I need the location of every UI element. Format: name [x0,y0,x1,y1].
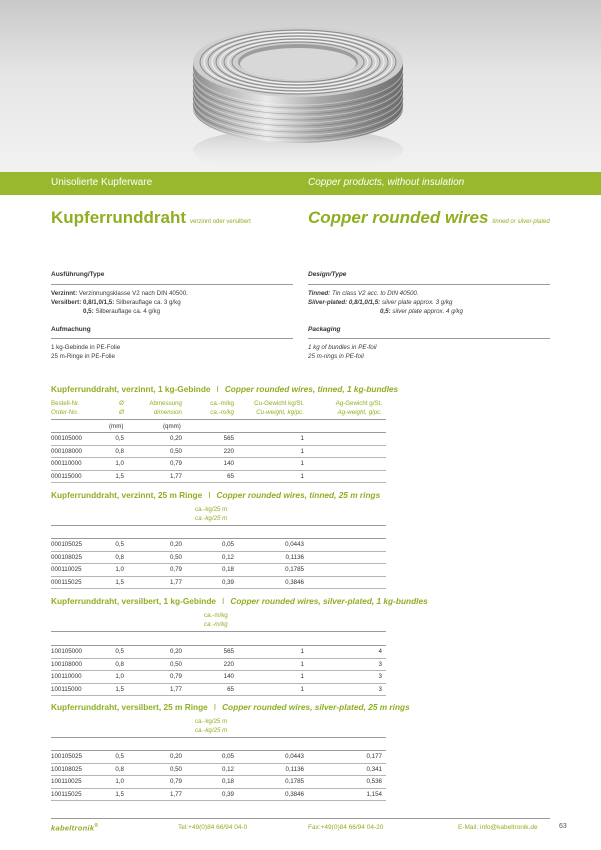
col-de: Ag-Gewicht g/St. [335,400,382,407]
brand-logo [51,823,98,833]
divider [308,284,550,285]
table3-heading [51,596,428,606]
table-cell: 100108000 [51,660,82,668]
col-en: dimension [153,409,182,416]
table-cell: 0,5 [115,541,124,548]
table-cell: 0,12 [221,765,234,773]
category-band [0,172,601,195]
table-cell: 0,20 [169,541,182,548]
table-cell: 000110025 [51,566,82,573]
table-cell: 0,50 [169,553,182,561]
divider [51,525,386,526]
table-cell: 0,39 [221,578,234,586]
unit-qmm: (qmm) [163,423,181,430]
row-divider [51,670,386,671]
table-cell: 100105025 [51,753,82,760]
table-cell: 4 [378,648,382,655]
page-title-de [51,208,251,228]
table3-heading-en: Copper rounded wires, silver-plated, 1 kg-bundles [230,596,428,606]
table2-heading [51,490,380,500]
row-divider [51,576,386,577]
footer-divider [51,818,550,819]
table-cell: 0,1136 [285,765,304,773]
col-dimension [140,399,182,417]
spec-en [308,289,463,316]
spec-en-3: silver plate approx. 4 g/kg [390,308,463,315]
brand-name: kabeltronik [51,823,95,833]
unit-mm: (mm) [109,423,124,430]
table-cell: 0,79 [169,566,182,573]
brand-reg: ® [94,823,99,829]
table1-heading-en: Copper rounded wires, tinned, 1 kg-bundles [224,384,399,394]
spec-de-1-bold: Verzinnt: [51,290,78,297]
table-cell: 1 [300,673,304,680]
row-divider [51,775,386,776]
col-de: ca.-m/kg [204,612,228,619]
table-cell: 0,1785 [285,778,304,785]
table-cell: 1 [300,648,304,655]
table-cell: 1 [300,447,304,455]
table-cell: 0,3846 [285,578,304,586]
col-de: Ø [119,400,124,407]
table-cell: 140 [223,460,234,467]
table-cell: 0,20 [169,753,182,760]
footer-fax: Fax:+49(0)84 66/94 04-20 [308,824,384,831]
table-cell: 0,5 [115,435,124,442]
table2-heading-de: Kupferrunddraht, verzinnt, 25 m Ringe [51,490,203,500]
table-cell: 100108025 [51,765,82,773]
table-cell: 0,50 [169,660,182,668]
table-cell: 1,77 [169,790,182,798]
spec-en-2-bold: Silver-plated: 0,8/1,0/1,5: [308,299,381,306]
divider [51,737,386,738]
divider [51,284,293,285]
row-divider [51,800,386,801]
title-de-text: Kupferrunddraht [51,208,187,227]
category-en: Copper products, without insulation [308,177,465,188]
table2-heading-en: Copper rounded wires, tinned, 25 m rings [216,490,381,500]
table1-sep: I [216,384,219,394]
table-cell: 0,12 [221,553,234,561]
table3-heading-de: Kupferrunddraht, versilbert, 1 kg-Gebinde [51,596,217,606]
table-cell: 0,05 [221,541,234,548]
col-en: Cu-weight, kg/pc. [256,409,304,416]
packaging-en [308,343,376,361]
table-cell: 000108025 [51,553,82,561]
table-cell: 100115000 [51,685,82,693]
table1-heading-de: Kupferrunddraht, verzinnt, 1 kg-Gebinde [51,384,211,394]
spec-en-2: silver plate approx. 3 g/kg [380,299,453,306]
table-cell: 1,77 [169,685,182,693]
col-m-per-kg [204,611,228,629]
col-diameter [100,399,124,417]
ausfuehrung-heading: Ausführung/Type [51,271,105,278]
footer-tel: Tel:+49(0)84 66/94 04-0 [178,824,248,831]
table-cell: 000108000 [51,447,82,455]
table-cell: 0,18 [221,566,234,573]
table-cell: 3 [378,660,382,668]
table-cell: 1,77 [169,472,182,480]
table-cell: 140 [223,673,234,680]
row-divider [51,482,386,483]
spec-de [51,289,188,316]
col-en: ca.-m/kg [210,409,234,416]
table-cell: 000105000 [51,435,82,442]
table-cell: 0,5 [115,753,124,760]
spec-de-2-bold: Versilbert: 0,8/1,0/1,5: [51,299,115,306]
category-de: Unisolierte Kupferware [51,177,153,188]
table-cell: 565 [223,435,234,442]
col-de: ca.-kg/25 m [195,718,228,725]
table-cell: 220 [223,447,234,455]
spec-de-2: Silberauflage ca. 3 g/kg [114,299,181,306]
table-cell: 0,0443 [285,753,304,760]
table-cell: 0,20 [169,648,182,655]
table-cell: 0,8 [115,660,124,668]
table-cell: 0,536 [366,778,382,785]
row-divider [51,470,386,471]
col-de: Cu-Gewicht kg/St. [254,400,304,407]
divider [51,538,386,539]
table-cell: 1 [300,660,304,668]
spec-en-3-bold: 0,5: [380,308,391,315]
col-ag-weight [316,399,382,417]
table-cell: 0,79 [169,778,182,785]
table-cell: 1,77 [169,578,182,586]
table-cell: 0,39 [221,790,234,798]
title-de-sub: verzinnt oder versilbert [190,219,251,225]
pack-en-2: 25 m-rings in PE-foil [308,353,364,360]
col-en: Ø [119,409,124,416]
table-cell: 1,0 [115,778,124,785]
col-en: ca.-kg/25 m [195,515,228,522]
table-cell: 100105000 [51,648,82,655]
table-cell: 565 [223,648,234,655]
table-cell: 1,0 [115,673,124,680]
table-cell: 0,50 [169,447,182,455]
table-cell: 000110000 [51,460,82,467]
table-cell: 3 [378,673,382,680]
footer-email: E-Mail: info@kabeltronik.de [458,824,538,831]
table-cell: 0,5 [115,648,124,655]
table-cell: 0,18 [221,778,234,785]
wire-coil-image [0,0,601,172]
divider [308,338,550,339]
col-de: ca.-m/kg [210,400,234,407]
spec-de-3-bold: 0,5: [83,308,94,315]
spec-de-1: Verzinnungsklasse V2 nach DIN 40500. [77,290,188,297]
footer [0,818,601,839]
divider [51,645,386,646]
row-divider [51,695,386,696]
table-cell: 1,5 [115,578,124,586]
table-cell: 1 [300,685,304,693]
row-divider [51,551,386,552]
col-en: ca.-kg/25 m [195,727,228,734]
spec-de-3: Silberauflage ca. 4 g/kg [93,308,161,315]
table-cell: 1,5 [115,790,124,798]
table1-heading [51,384,398,394]
table-cell: 0,1785 [285,566,304,573]
table-cell: 000105025 [51,541,82,548]
col-m-per-kg [196,399,234,417]
divider [51,631,386,632]
col-order-no [51,399,80,417]
row-divider [51,788,386,789]
title-en-text: Copper rounded wires [308,208,489,227]
table-cell: 1,154 [366,790,382,798]
table-cell: 0,341 [366,765,382,773]
table-cell: 0,79 [169,460,182,467]
packaging-heading: Packaging [308,326,341,333]
table4-heading-en: Copper rounded wires, silver-plated, 25 m rings [222,702,410,712]
table-cell: 100110000 [51,673,82,680]
table-cell: 65 [227,685,234,693]
spec-en-1: Tin class V2 acc. to DIN 40500. [330,290,419,297]
row-divider [51,588,386,589]
table-cell: 1 [300,460,304,467]
table-cell: 1,0 [115,566,124,573]
table-cell: 0,8 [115,765,124,773]
row-divider [51,457,386,458]
spec-en-1-bold: Tinned: [308,290,331,297]
table-cell: 0,8 [115,447,124,455]
pack-de-2: 25 m-Ringe in PE-Folie [51,353,115,360]
row-divider [51,445,386,446]
divider [51,432,386,433]
table-cell: 100110025 [51,778,82,785]
table-cell: 100115025 [51,790,82,798]
col-en: ca.-m/kg [204,621,228,628]
design-heading: Design/Type [308,271,347,278]
table-cell: 1 [300,435,304,442]
table-cell: 0,177 [366,753,382,760]
table4-sep: I [213,702,217,712]
col-kg-per-25m [195,717,227,735]
col-de: Bestell-Nr. [51,400,80,407]
col-kg-per-25m [195,505,227,523]
page-number: 63 [559,823,567,830]
table2-sep: I [208,490,211,500]
divider [51,750,386,751]
table4-heading [51,702,410,712]
table-cell: 0,8 [115,553,124,561]
table-cell: 220 [223,660,234,668]
col-en: Order-No. [51,409,79,416]
col-de: ca.-kg/25 m [195,506,228,513]
packaging-de [51,343,120,361]
table-cell: 0,0443 [285,541,304,548]
table-cell: 000115000 [51,472,82,480]
pack-en-1: 1 kg of bundles in PE-foil [308,344,377,351]
divider [51,419,386,420]
table-cell: 000115025 [51,578,82,586]
row-divider [51,763,386,764]
aufmachung-heading: Aufmachung [51,326,91,333]
product-image [0,0,601,172]
page-title-en [308,208,550,228]
table-cell: 0,3846 [285,790,304,798]
table4-heading-de: Kupferrunddraht, versilbert, 25 m Ringe [51,702,208,712]
pack-de-1: 1 kg-Gebinde in PE-Folie [51,344,121,351]
table-cell: 0,1136 [285,553,304,561]
col-de: Abmessung [149,400,182,407]
row-divider [51,683,386,684]
table3-sep: I [222,596,225,606]
table-cell: 3 [378,685,382,693]
title-en-sub: tinned or silver-plated [492,219,550,225]
col-cu-weight [240,399,304,417]
table-cell: 0,50 [169,765,182,773]
divider [51,338,293,339]
table-cell: 0,79 [169,673,182,680]
table-cell: 0,05 [221,753,234,760]
table-cell: 1,5 [115,685,124,693]
row-divider [51,658,386,659]
table-cell: 1,0 [115,460,124,467]
table-cell: 65 [227,472,234,480]
col-en: Ag-weight, g/pc. [337,409,382,416]
table-cell: 0,20 [169,435,182,442]
row-divider [51,563,386,564]
table-cell: 1,5 [115,472,124,480]
table-cell: 1 [300,472,304,480]
